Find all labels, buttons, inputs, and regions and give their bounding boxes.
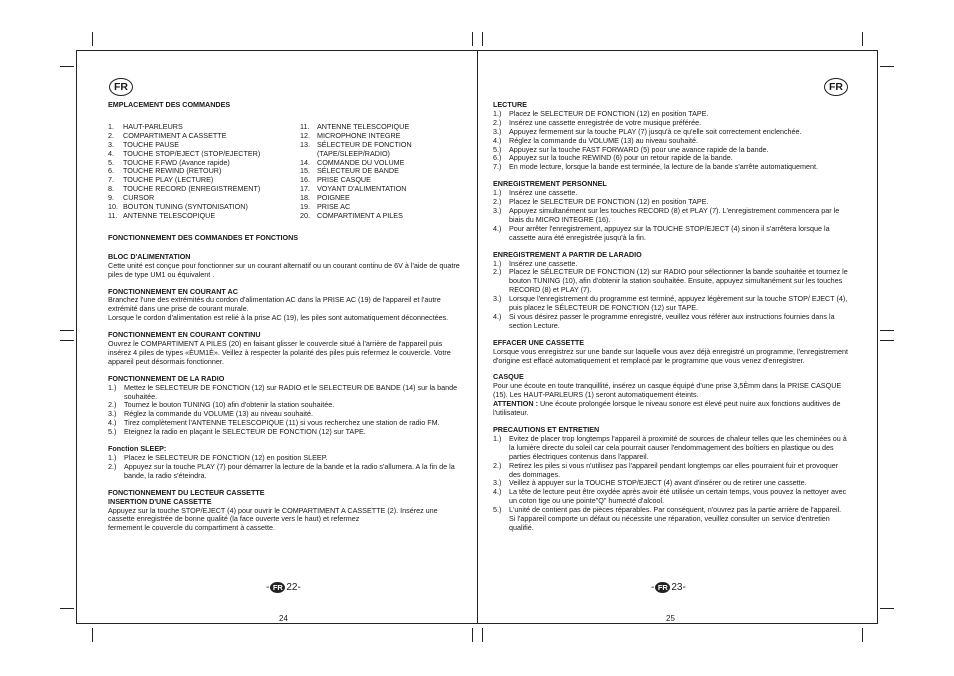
location-heading: EMPLACEMENT DES COMMANDES xyxy=(108,100,231,109)
step-item xyxy=(493,268,848,295)
crop-mark xyxy=(92,628,93,642)
item-text: Retirez les piles si vous n'utilisez pas l'appareil pendant longtemps car elles pourraient fuir et provoquer des dommages. xyxy=(509,460,839,479)
item-text: En mode lecture, lorsque la bande est terminée, la lecture de la bande s'arrête automatiquement. xyxy=(509,162,819,172)
item-text: L'unité de contient pas de pièces réparables. Par conséquent, n'ouvrez pas la partie arrière de l'appareil. Si l'appareil comporte un défaut ou nécessite une réparation, veuillez consulter un service d'entretien qualifié. xyxy=(509,505,842,532)
personal-recording-steps xyxy=(493,189,848,242)
crop-mark xyxy=(482,32,483,46)
item-number: 2.) xyxy=(493,267,502,277)
insertion-heading: INSERTION D'UNE CASSETTE xyxy=(108,496,212,506)
control-item xyxy=(300,212,460,221)
step-item xyxy=(493,313,848,331)
item-text: Insérez une cassette. xyxy=(509,188,578,198)
item-number: 14. xyxy=(300,157,310,167)
step-item xyxy=(108,428,460,437)
language-badge-right: FR xyxy=(824,78,848,96)
insertion-text-1: Appuyez sur la touche STOP/EJECT (4) pour ouvrir le COMPARTIMENT A CASSETTE (2). Insérez une cassette enregistrée de bonne qualité (la face ouverte vers le haut) et refermez xyxy=(108,505,438,524)
right-footer xyxy=(651,582,686,593)
step-item xyxy=(493,163,848,172)
item-text: Appuyez sur la touche FAST FORWARD (5) pour une avance rapide de la bande. xyxy=(509,144,769,154)
item-text: Placez le SELECTEUR DE FONCTION (12) en position TAPE. xyxy=(509,108,709,118)
crop-mark xyxy=(880,330,894,331)
radio-steps xyxy=(108,384,460,437)
item-number: 17. xyxy=(300,184,310,194)
controls-column-2 xyxy=(300,123,460,221)
item-number: 5. xyxy=(108,157,114,167)
item-text: Réglez la commande du VOLUME (13) au niveau souhaité. xyxy=(509,135,698,145)
power-heading: BLOC D'ALIMENTATION xyxy=(108,251,191,261)
personal-recording-heading: ENREGISTREMENT PERSONNEL xyxy=(493,179,607,189)
item-text: TOUCHE REWIND (RETOUR) xyxy=(123,166,222,176)
item-number: 1.) xyxy=(493,433,502,443)
item-text: ANTENNE TELESCOPIQUE xyxy=(123,210,216,220)
item-text: TOUCHE F.FWD (Avance rapide) xyxy=(123,157,230,167)
right-page-number: 25 xyxy=(666,614,675,623)
power-text: Cette unité est conçue pour fonctionner sur un courant alternatif ou un courant continu de 6V à l'aide de quatre piles de type UM1 ou équivalent . xyxy=(108,260,460,279)
step-item xyxy=(493,506,848,533)
item-text: HAUT-PARLEURS xyxy=(123,121,183,131)
crop-mark xyxy=(482,628,483,642)
left-footer xyxy=(266,582,301,593)
step-item xyxy=(493,225,848,243)
step-item xyxy=(493,295,848,313)
crop-mark xyxy=(60,608,74,609)
right-page-content xyxy=(493,101,848,533)
item-number: 9. xyxy=(108,193,114,203)
precautions-steps xyxy=(493,435,848,533)
item-text: COMPARTIMENT A CASSETTE xyxy=(123,130,227,140)
item-number: 5.) xyxy=(493,144,502,154)
item-number: 19. xyxy=(300,202,310,212)
item-number: 2. xyxy=(108,130,114,140)
footer-prefix: - xyxy=(266,582,270,593)
item-number: 4.) xyxy=(493,487,502,497)
step-item xyxy=(493,488,848,506)
footer-page-label: 22- xyxy=(286,582,301,593)
step-item xyxy=(493,207,848,225)
item-text: Veillez à appuyer sur la TOUCHE STOP/EJECT (4) avant d'insérer ou de retirer une cassette. xyxy=(509,478,807,488)
crop-mark xyxy=(880,66,894,67)
item-number: 6. xyxy=(108,166,114,176)
item-number: 15. xyxy=(300,166,310,176)
item-text: Tirez complètement l'ANTENNE TELESCOPIQUE (11) si vous recherchez une station de radio FM. xyxy=(124,418,440,428)
item-text: PRISE CASQUE xyxy=(317,175,371,185)
sleep-steps xyxy=(108,454,460,481)
item-number: 18. xyxy=(300,193,310,203)
crop-mark xyxy=(880,608,894,609)
item-text: MICROPHONE INTEGRE xyxy=(317,130,401,140)
item-text: Appuyez fermement sur la touche PLAY (7) jusqu'à ce qu'elle soit correctement enclenchée. xyxy=(509,126,802,136)
erase-text: Lorsque vous enregistrez sur une bande sur laquelle vous avez déjà enregistré un programme, l'enregistrement d'origine est effacé automatiquement et remplacé par le programme que vous venez d'enregistrer. xyxy=(493,346,848,365)
attention-label: ATTENTION : xyxy=(493,399,538,409)
item-number: 5.) xyxy=(108,427,117,437)
item-number: 7. xyxy=(108,175,114,185)
item-text: Appuyez simultanément sur les touches RECORD (8) et PLAY (7). L'enregistrement commencera par le biais du MICRO INTEGRE (16). xyxy=(509,205,840,224)
footer-prefix: - xyxy=(651,582,655,593)
footer-page-label: 23- xyxy=(671,582,686,593)
item-number: 12. xyxy=(300,130,310,140)
item-number: 3.) xyxy=(493,294,502,304)
item-text: (TAPE/SLEEP/RADIO) xyxy=(317,148,390,158)
item-text: Si vous désirez passer le programme enregistré, veuillez vous référer aux instructions fournies dans la section Lecture. xyxy=(509,311,835,330)
item-number: 3. xyxy=(108,139,114,149)
radio-recording-steps xyxy=(493,260,848,331)
item-text: CURSOR xyxy=(123,193,155,203)
left-page-number: 24 xyxy=(279,614,288,623)
control-item xyxy=(108,212,300,221)
item-number: 1.) xyxy=(108,382,117,392)
item-number: 1. xyxy=(108,121,114,131)
attention-text: Une écoute prolongée lorsque le niveau sonore est élevé peut nuire aux fonctions auditives de l'utilisateur. xyxy=(493,399,841,418)
step-item xyxy=(108,463,460,481)
language-badge-left: FR xyxy=(109,78,133,96)
item-number: 11. xyxy=(108,210,118,220)
page-divider xyxy=(477,50,478,624)
item-text: TOUCHE PLAY (LECTURE) xyxy=(123,175,214,185)
item-number: 2.) xyxy=(493,460,502,470)
step-item xyxy=(108,384,460,402)
item-number: 3.) xyxy=(493,126,502,136)
item-text: Appuyez sur la touche REWIND (6) pour un retour rapide de la bande. xyxy=(509,153,733,163)
item-text: Placez le SELECTEUR DE FONCTION (12) en position TAPE. xyxy=(509,197,709,207)
item-number: 4.) xyxy=(493,311,502,321)
item-number: 11. xyxy=(300,121,310,131)
item-number: 7.) xyxy=(493,162,502,172)
item-text: Appuyez sur la touche PLAY (7) pour démarrer la lecture de la bande et la radio s'allumera. A la fin de la bande, la radio s'éteindra. xyxy=(124,461,455,480)
crop-mark xyxy=(92,32,93,46)
item-number: 2.) xyxy=(108,461,117,471)
item-number: 20. xyxy=(300,210,310,220)
item-number: 2.) xyxy=(493,197,502,207)
crop-mark xyxy=(60,330,74,331)
operation-heading: FONCTIONNEMENT DES COMMANDES ET FONCTIONS xyxy=(108,232,299,242)
ac-text-1: Branchez l'une des extrémités du cordon d'alimentation AC dans la PRISE AC (19) de l'appareil et l'autre extrémité dans une prise de courant murale. xyxy=(108,295,441,314)
item-number: 4.) xyxy=(493,223,502,233)
crop-mark xyxy=(472,628,473,642)
item-text: BOUTON TUNING (SYNTONISATION) xyxy=(123,202,248,212)
sleep-heading: Fonction SLEEP: xyxy=(108,444,167,454)
crop-mark xyxy=(880,340,894,341)
item-text: Eteignez la radio en plaçant le SELECTEUR DE FONCTION (12) sur TAPE. xyxy=(124,427,366,437)
item-number: 3.) xyxy=(108,409,117,419)
item-text: La tête de lecture peut être oxydée après avoir été utilisée un certain temps, vous pouvez la nettoyer avec un coton tige ou une pointe"Q" humecté d'alcool. xyxy=(509,487,847,506)
item-number: 4.) xyxy=(108,418,117,428)
crop-mark xyxy=(862,628,863,642)
cassette-heading: FONCTIONNEMENT DU LECTEUR CASSETTE xyxy=(108,487,265,497)
controls-list xyxy=(108,123,460,221)
playback-heading: LECTURE xyxy=(493,100,527,109)
item-number: 3.) xyxy=(493,205,502,215)
item-number: 1.) xyxy=(108,453,117,462)
insertion-text-2: fermement le couvercle du compartiment à cassette. xyxy=(108,523,275,533)
item-text: Lorsque l'enregistrement du programme est terminé, appuyez légèrement sur la touche STOP/ EJECT (4), puis placez le SÉLECTEUR DE FONCTION (12) sur TAPE. xyxy=(509,294,848,313)
item-text: POIGNEE xyxy=(317,193,350,203)
item-text: COMMANDE DU VOLUME xyxy=(317,157,405,167)
attention-note xyxy=(493,400,848,418)
item-number: 6.) xyxy=(493,153,502,163)
item-text: Pour arrêter l'enregistrement, appuyez sur la TOUCHE STOP/EJECT (4) sinon il s'arrêtera lorsque la cassette aura été enregistrée jusqu'à la fin. xyxy=(509,223,830,242)
item-text: Insérez une cassette enregistrée de votre musique préférée. xyxy=(509,117,702,127)
item-number: 1.) xyxy=(493,258,502,268)
item-text: Tournez le bouton TUNING (10) afin d'obtenir la station souhaitée. xyxy=(124,400,335,410)
item-text: VOYANT D'ALIMENTATION xyxy=(317,184,407,194)
item-number: 1.) xyxy=(493,108,502,118)
left-page-content xyxy=(108,101,460,533)
crop-mark xyxy=(472,32,473,46)
headphones-heading: CASQUE xyxy=(493,372,524,382)
ac-text-2: Lorsque le cordon d'alimentation est relié à la prise AC (19), les piles sont automatiquement déconnectées. xyxy=(108,313,449,323)
item-number: 13. xyxy=(300,139,310,149)
footer-fr-badge: FR xyxy=(270,582,285,593)
item-text: COMPARTIMENT A PILES xyxy=(317,210,403,220)
item-text: Placez le SÉLECTEUR DE FONCTION (12) sur RADIO pour sélectionner la bande souhaitée et tournez le bouton TUNING (10), afin d'obtenir la station souhaitée. Ensuite, appuyez simultanément sur les touches RECORD (8) et PLAY (7). xyxy=(509,267,848,295)
item-text: TOUCHE STOP/EJECT (STOP/EJECTER) xyxy=(123,148,261,158)
item-text: SÉLECTEUR DE FONCTION xyxy=(317,139,412,149)
ac-heading: FONCTIONNEMENT EN COURANT AC xyxy=(108,286,238,296)
item-text: SÉLECTEUR DE BANDE xyxy=(317,166,399,176)
crop-mark xyxy=(60,340,74,341)
item-number: 8. xyxy=(108,184,114,194)
item-text: Réglez la commande du VOLUME (13) au niveau souhaité. xyxy=(124,409,313,419)
item-text: PRISE AC xyxy=(317,202,351,212)
item-number: 3.) xyxy=(493,478,502,488)
item-text: TOUCHE PAUSE xyxy=(123,139,180,149)
headphones-text: Pour une écoute en toute tranquillité, insérez un casque équipé d'une prise 3,5Èmm dans la PRISE CASQUE (15). Les HAUT-PARLEURS (1) seront automatiquement éteints. xyxy=(493,381,842,400)
crop-mark xyxy=(862,32,863,46)
dc-text: Ouvrez le COMPARTIMENT A PILES (20) en faisant glisser le couvercle situé à l'arrière de l'appareil puis insérez 4 piles de types «ÈUM1È». Veillez à respecter la polarité des piles puis refermez le couvercle. Votre appareil peut désormais fonctionner. xyxy=(108,339,451,366)
item-text: Mettez le SELECTEUR DE FONCTION (12) sur RADIO et le SELECTEUR DE BANDE (14) sur la bande souhaitée. xyxy=(124,382,458,401)
item-number: 2.) xyxy=(108,400,117,410)
item-number: 1.) xyxy=(493,188,502,198)
item-text: ANTENNE TELESCOPIQUE xyxy=(317,121,410,131)
dc-heading: FONCTIONNEMENT EN COURANT CONTINU xyxy=(108,330,261,340)
precautions-heading: PRECAUTIONS ET ENTRETIEN xyxy=(493,425,600,434)
step-item xyxy=(493,462,848,480)
crop-mark xyxy=(60,66,74,67)
item-text: Placez le SELECTEUR DE FONCTION (12) en position SLEEP. xyxy=(124,453,328,462)
step-item xyxy=(493,435,848,462)
radio-heading: FONCTIONNEMENT DE LA RADIO xyxy=(108,373,225,383)
controls-column-1 xyxy=(108,123,300,221)
item-text: Insérez une cassette. xyxy=(509,258,578,268)
item-number: 16. xyxy=(300,175,310,185)
item-number: 5.) xyxy=(493,505,502,515)
footer-fr-badge: FR xyxy=(655,582,670,593)
item-number: 4.) xyxy=(493,135,502,145)
playback-steps xyxy=(493,110,848,172)
item-number: 4. xyxy=(108,148,114,158)
item-number: 10. xyxy=(108,202,118,212)
radio-recording-heading: ENREGISTREMENT A PARTIR DE LARADIO xyxy=(493,249,642,259)
item-number: 2.) xyxy=(493,117,502,127)
item-text: Evitez de placer trop longtemps l'appareil à proximité de sources de chaleur telles que les cheminées ou à la lumière directe du soleil car cela pourrait causer l'endommagement des boîtiers en plastique ou des parties électriques contenus dans l'appareil. xyxy=(509,433,847,461)
erase-heading: EFFACER UNE CASSETTE xyxy=(493,337,585,347)
item-text: TOUCHE RECORD (ENREGISTREMENT) xyxy=(123,184,261,194)
